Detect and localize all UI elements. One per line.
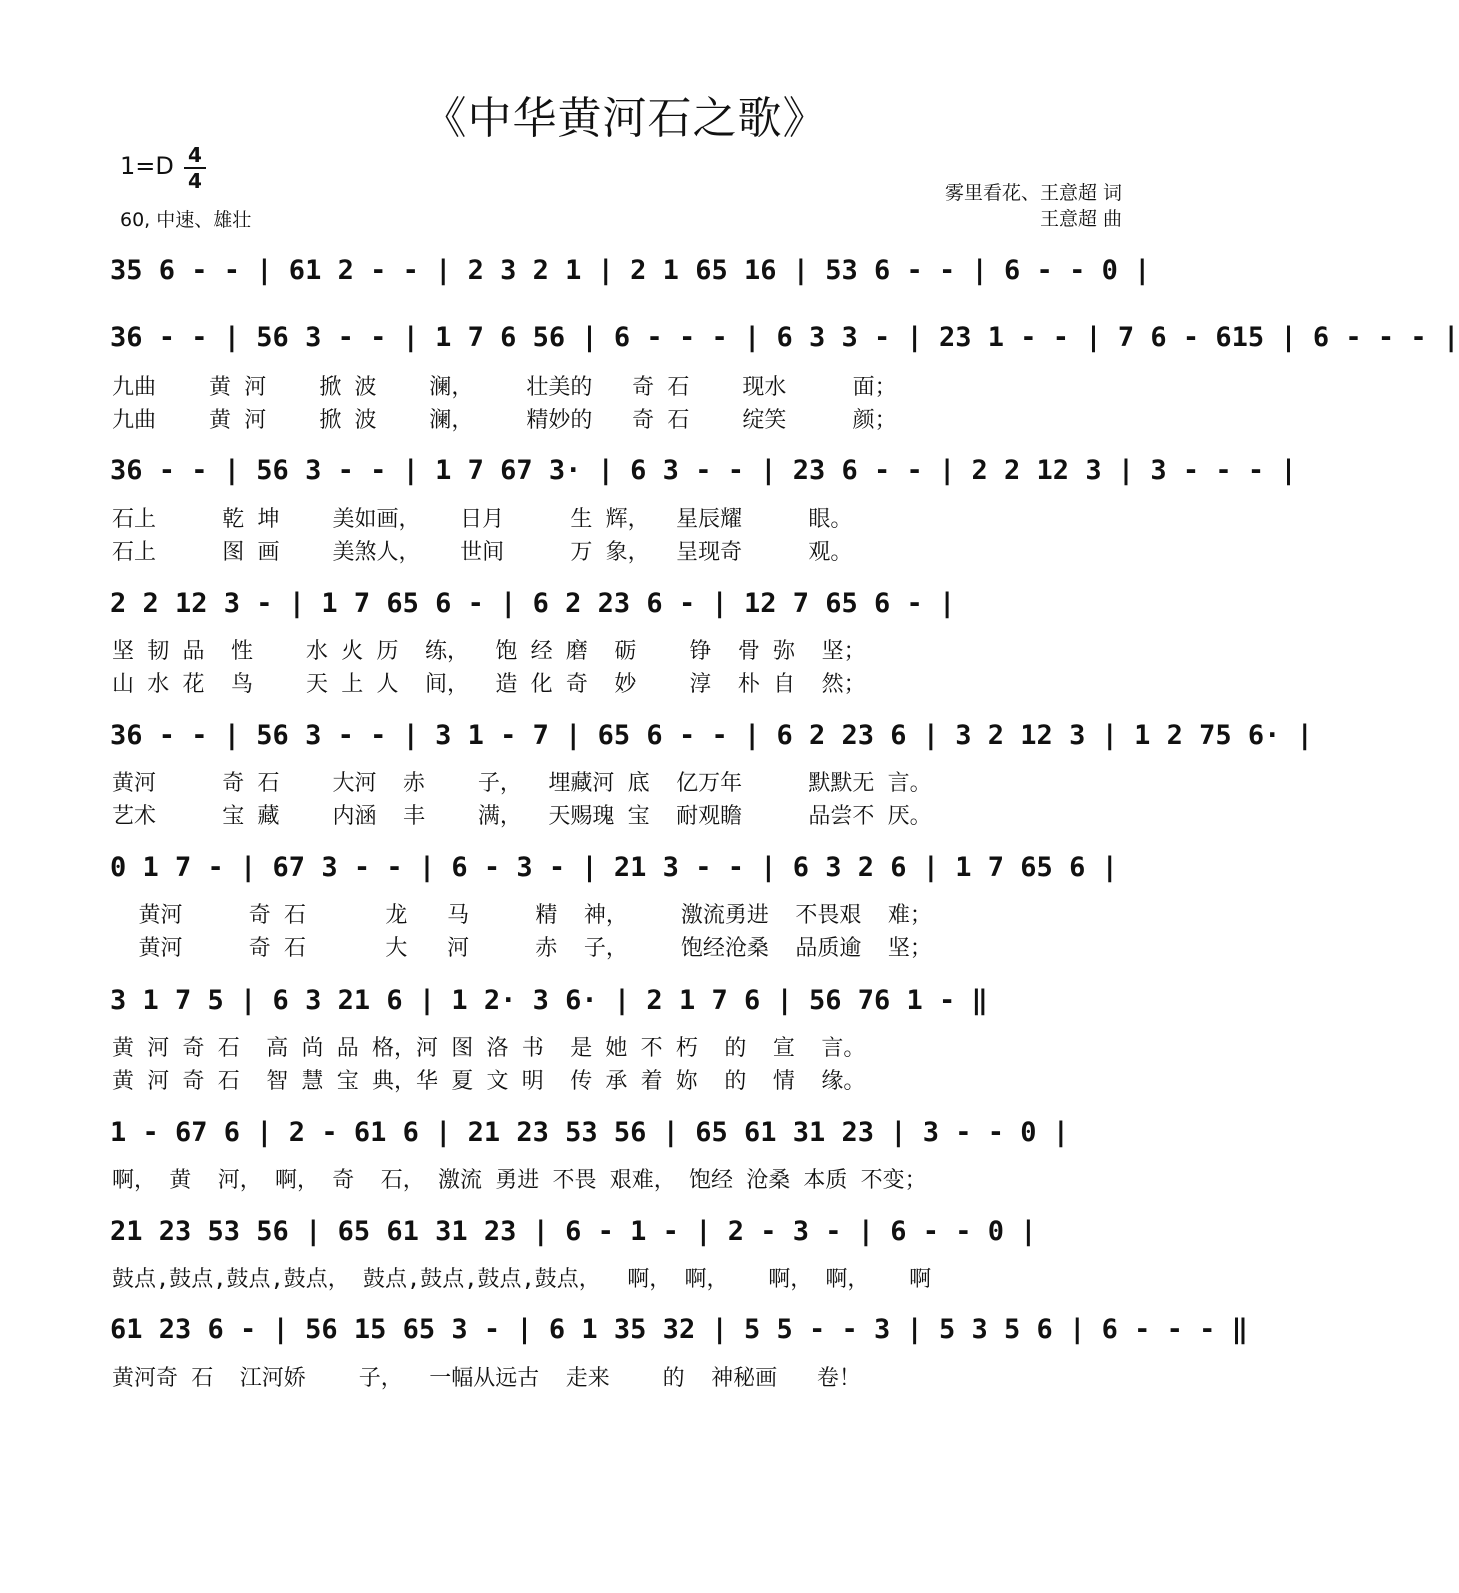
score-row-4-lyric-1: 坚 韧 品 性 水 火 历 练， 饱 经 磨 砺 铮 骨 弥 坚；: [112, 639, 866, 664]
credits: [945, 180, 1122, 232]
score-row-4-lyric-2: 山 水 花 鸟 天 上 人 间， 造 化 奇 妙 淳 朴 自 然；: [112, 672, 866, 697]
composer-credit: 王意超 曲: [1039, 208, 1122, 230]
score-row-9-lyric-1: 鼓点,鼓点,鼓点,鼓点， 鼓点,鼓点,鼓点,鼓点， 啊， 啊， 啊， 啊， 啊: [112, 1267, 932, 1292]
score-row-6-lyric-1: 黄河 奇 石 龙 马 精 神， 激流勇进 不畏艰 难；: [112, 903, 932, 928]
score-row-3-lyric-1: 石上 乾 坤 美如画， 日月 生 辉， 星辰耀 眼。: [112, 507, 853, 532]
score-row-10-lyric-1: 黄河奇 石 江河娇 子， 一幅从远古 走来 的 神秘画 卷！: [112, 1366, 861, 1391]
score-row-5-lyric-2: 艺术 宝 藏 内涵 丰 满， 天赐瑰 宝 耐观瞻 品尝不 厌。: [112, 804, 932, 829]
score-row-1-notes: 35 6 - - | 61 2 - - | 2 3 2 1 | 2 1 65 16 | 53 6 - - | 6 - - 0 |: [110, 255, 1151, 286]
score-row-4-notes: 2 2 12 3 - | 1 7 65 6 - | 6 2 23 6 - | 12 7 65 6 - |: [110, 588, 956, 619]
tempo-marking: 60, 中速、雄壮: [120, 209, 252, 231]
score-row-3-lyric-2: 石上 图 画 美煞人， 世间 万 象， 呈现奇 观。: [112, 540, 853, 565]
lyricist-credit: 雾里看花、王意超 词: [944, 182, 1122, 204]
time-signature: [184, 144, 206, 192]
score-row-6-notes: 0 1 7 - | 67 3 - - | 6 - 3 - | 21 3 - - | 6 3 2 6 | 1 7 65 6 |: [110, 852, 1118, 883]
score-row-7-lyric-2: 黄 河 奇 石 智 慧 宝 典，华 夏 文 明 传 承 着 妳 的 情 缘。: [112, 1069, 866, 1094]
score-row-7-notes: 3 1 7 5 | 6 3 21 6 | 1 2· 3 6· | 2 1 7 6 | 56 76 1 - ‖: [110, 985, 988, 1016]
score-row-2-lyric-1: 九曲 黄 河 掀 波 澜， 壮美的 奇 石 现水 面；: [112, 375, 897, 400]
song-title: 《中华黄河石之歌》: [422, 93, 828, 144]
score-row-8-notes: 1 - 67 6 | 2 - 61 6 | 21 23 53 56 | 65 61 31 23 | 3 - - 0 |: [110, 1117, 1070, 1148]
score-row-5-notes: 36 - - | 56 3 - - | 3 1 - 7 | 65 6 - - | 6 2 23 6 | 3 2 12 3 | 1 2 75 6· |: [110, 720, 1313, 751]
time-signature-top: 4: [188, 143, 202, 167]
time-signature-bottom: 4: [188, 169, 202, 193]
score-row-2-notes: 36 - - | 56 3 - - | 1 7 6 56 | 6 - - - | 6 3 3 - | 23 1 - - | 7 6 - 615 | 6 - - - |: [110, 322, 1459, 353]
key-signature: 1=D: [120, 152, 174, 180]
score-row-8-lyric-1: 啊， 黄 河， 啊， 奇 石， 激流 勇进 不畏 艰难， 饱经 沧桑 本质 不变；: [112, 1168, 927, 1193]
score-row-9-notes: 21 23 53 56 | 65 61 31 23 | 6 - 1 - | 2 - 3 - | 6 - - 0 |: [110, 1216, 1037, 1247]
score-row-6-lyric-2: 黄河 奇 石 大 河 赤 子， 饱经沧桑 品质逾 坚；: [112, 936, 932, 961]
score-row-2-lyric-2: 九曲 黄 河 掀 波 澜， 精妙的 奇 石 绽笑 颜；: [112, 408, 897, 433]
score-row-7-lyric-1: 黄 河 奇 石 高 尚 品 格，河 图 洛 书 是 她 不 朽 的 宣 言。: [112, 1036, 866, 1061]
score-row-5-lyric-1: 黄河 奇 石 大河 赤 子， 埋藏河 底 亿万年 默默无 言。: [112, 771, 932, 796]
score-row-3-notes: 36 - - | 56 3 - - | 1 7 67 3· | 6 3 - - | 23 6 - - | 2 2 12 3 | 3 - - - |: [110, 455, 1297, 486]
score-row-10-notes: 61 23 6 - | 56 15 65 3 - | 6 1 35 32 | 5 5 - - 3 | 5 3 5 6 | 6 - - - ‖: [110, 1314, 1248, 1345]
